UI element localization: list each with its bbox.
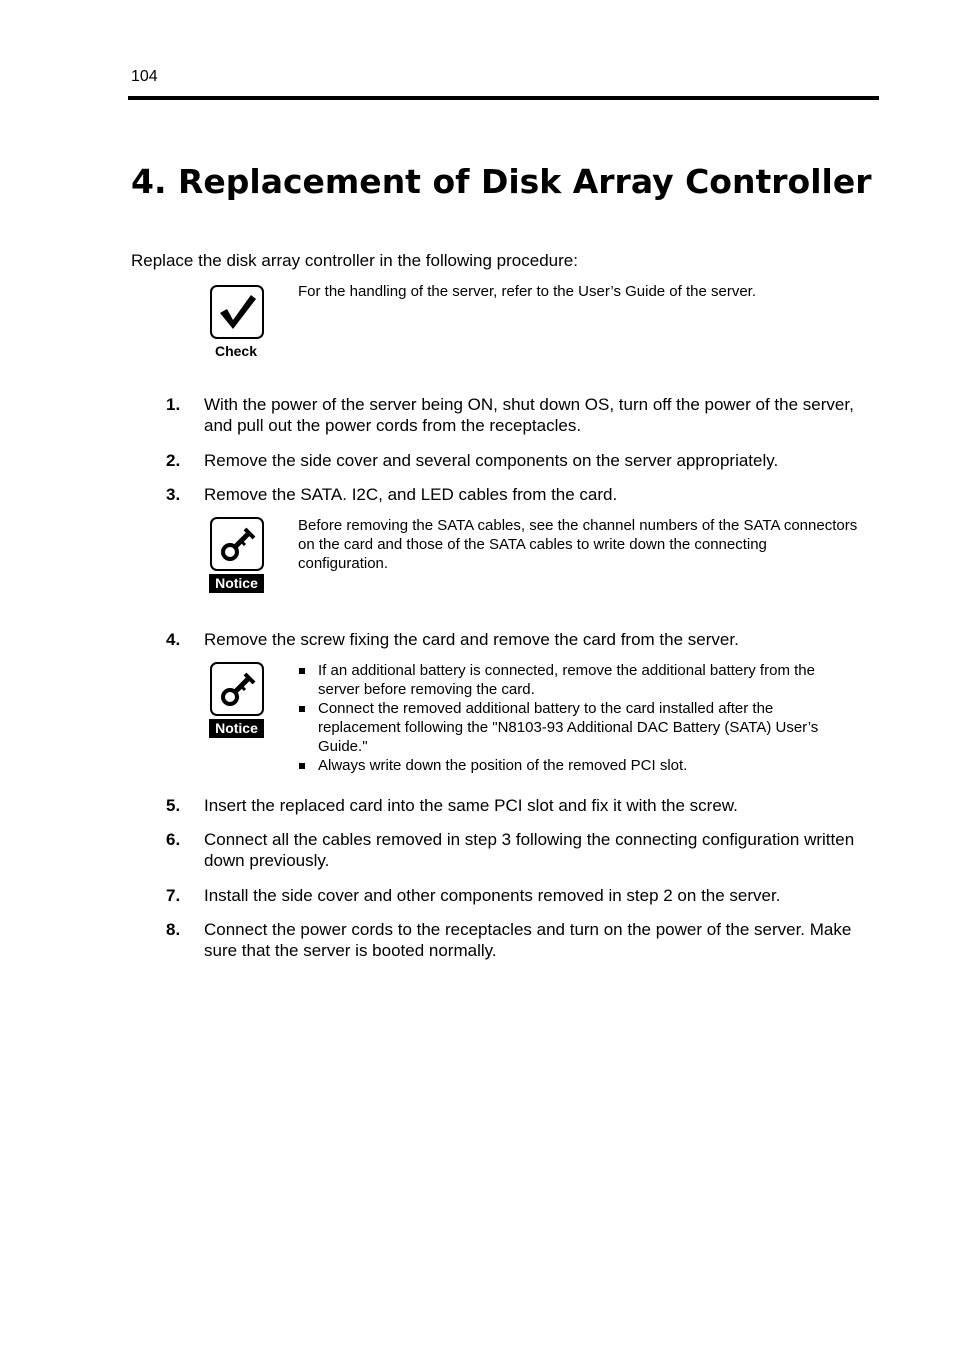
step-7: [166, 885, 866, 906]
bullet-square-icon: [299, 763, 305, 769]
step-text: Remove the side cover and several components on the server appropriately.: [204, 451, 779, 470]
intro-text: Replace the disk array controller in the following procedure:: [131, 251, 578, 270]
step-4: [166, 629, 866, 650]
step-number: 6.: [166, 830, 181, 849]
step-3: [166, 484, 866, 505]
check-label: Check: [214, 343, 258, 359]
list-item: [298, 661, 858, 699]
step-1: [166, 394, 866, 436]
step-text: Remove the SATA. I2C, and LED cables from the card.: [204, 485, 618, 504]
step-text: Connect the power cords to the receptacles and turn on the power of the server. Make sure that the server is booted normally.: [204, 920, 852, 960]
step-5: [166, 795, 866, 816]
step-number: 3.: [166, 485, 181, 504]
step-number: 4.: [166, 630, 181, 649]
key-icon: [210, 662, 264, 716]
notice-2-icon: [209, 662, 267, 738]
bullet-text: If an additional battery is connected, remove the additional battery from the server before removing the card.: [318, 662, 815, 698]
check-note-text: For the handling of the server, refer to the User’s Guide of the server.: [298, 283, 757, 300]
bullet-text: Always write down the position of the removed PCI slot.: [318, 757, 688, 774]
step-text: With the power of the server being ON, shut down OS, turn off the power of the server, and pull out the power cords from the receptacles.: [204, 395, 854, 435]
header-rule: [128, 96, 879, 100]
step-text: Remove the screw fixing the card and remove the card from the server.: [204, 630, 739, 649]
notice-1-text: Before removing the SATA cables, see the channel numbers of the SATA connectors on the card and those of the SATA cables to write down the connecting configuration.: [298, 517, 858, 572]
step-2: [166, 450, 866, 471]
notice-label: Notice: [209, 574, 264, 593]
bullet-square-icon: [299, 668, 305, 674]
step-number: 2.: [166, 451, 181, 470]
key-icon: [210, 517, 264, 571]
bullet-square-icon: [299, 706, 305, 712]
page-title: 4. Replacement of Disk Array Controller: [131, 162, 872, 201]
step-number: 1.: [166, 395, 181, 414]
list-item: [298, 756, 858, 775]
checkmark-icon: [210, 285, 264, 339]
check-note-icon: [209, 285, 267, 359]
notice-1-icon: [209, 517, 267, 593]
step-6: [166, 829, 866, 871]
notice-label: Notice: [209, 719, 264, 738]
step-number: 8.: [166, 920, 181, 939]
step-number: 5.: [166, 796, 181, 815]
page-number: 104: [131, 68, 158, 85]
step-text: Install the side cover and other components removed in step 2 on the server.: [204, 886, 781, 905]
step-8: [166, 919, 866, 961]
step-text: Connect all the cables removed in step 3 following the connecting configuration written down previously.: [204, 830, 855, 870]
step-text: Insert the replaced card into the same PCI slot and fix it with the screw.: [204, 796, 738, 815]
notice-2-bullet-list: [298, 661, 858, 775]
list-item: [298, 699, 858, 756]
step-number: 7.: [166, 886, 181, 905]
bullet-text: Connect the removed additional battery to the card installed after the replacement following the "N8103-93 Additional DAC Battery (SATA) User’s Guide.": [318, 700, 819, 755]
